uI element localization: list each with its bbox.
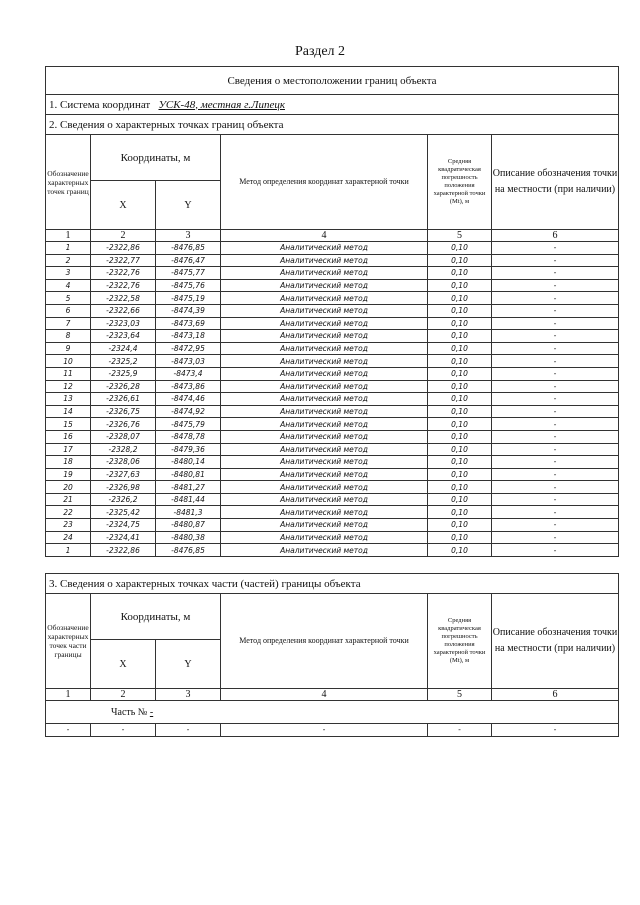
coord-y: -8481,3 — [156, 506, 221, 519]
header-method-part: Метод определения координат характерной точки — [221, 594, 428, 689]
error: 0,10 — [428, 418, 492, 431]
column-number: 1 — [46, 689, 91, 701]
point-number: 1 — [46, 544, 91, 557]
table-row — [46, 544, 619, 557]
error: 0,10 — [428, 430, 492, 443]
description: - — [492, 304, 619, 317]
point-number: 6 — [46, 304, 91, 317]
method: Аналитический метод — [221, 342, 428, 355]
coord-x: -2325,42 — [91, 506, 156, 519]
boundary-table — [45, 66, 619, 557]
description: - — [492, 443, 619, 456]
part-cell: - — [428, 724, 492, 737]
column-number: 6 — [492, 689, 619, 701]
error: 0,10 — [428, 304, 492, 317]
part-cell: - — [221, 724, 428, 737]
method: Аналитический метод — [221, 380, 428, 393]
error: 0,10 — [428, 456, 492, 469]
description: - — [492, 430, 619, 443]
coord-x: -2322,76 — [91, 279, 156, 292]
coord-y: -8474,92 — [156, 405, 221, 418]
description: - — [492, 405, 619, 418]
method: Аналитический метод — [221, 393, 428, 406]
table-row — [46, 367, 619, 380]
header-x: X — [91, 181, 156, 230]
coord-y: -8480,87 — [156, 519, 221, 532]
description: - — [492, 279, 619, 292]
table-row — [46, 418, 619, 431]
point-number: 9 — [46, 342, 91, 355]
method: Аналитический метод — [221, 519, 428, 532]
part-cell: - — [156, 724, 221, 737]
column-numbers-row — [46, 230, 619, 242]
method: Аналитический метод — [221, 330, 428, 343]
column-number: 4 — [221, 689, 428, 701]
coord-y: -8476,85 — [156, 242, 221, 255]
description: - — [492, 493, 619, 506]
header-designation-part: Обозначение характерных точек части границы — [46, 594, 91, 689]
table-row — [46, 443, 619, 456]
description: - — [492, 393, 619, 406]
column-number: 3 — [156, 230, 221, 242]
column-number: 4 — [221, 230, 428, 242]
coord-y: -8474,39 — [156, 304, 221, 317]
method: Аналитический метод — [221, 430, 428, 443]
coord-x: -2328,2 — [91, 443, 156, 456]
description: - — [492, 468, 619, 481]
point-number: 19 — [46, 468, 91, 481]
error: 0,10 — [428, 317, 492, 330]
part-points-row — [46, 724, 619, 737]
error: 0,10 — [428, 506, 492, 519]
coord-x: -2325,9 — [91, 367, 156, 380]
description: - — [492, 267, 619, 280]
column-number: 3 — [156, 689, 221, 701]
coord-y: -8475,79 — [156, 418, 221, 431]
coord-y: -8475,77 — [156, 267, 221, 280]
method: Аналитический метод — [221, 267, 428, 280]
coord-x: -2326,2 — [91, 493, 156, 506]
page-title: Раздел 2 — [294, 44, 346, 59]
coord-y: -8478,78 — [156, 430, 221, 443]
coord-x: -2323,64 — [91, 330, 156, 343]
coord-x: -2326,75 — [91, 405, 156, 418]
method: Аналитический метод — [221, 443, 428, 456]
description: - — [492, 481, 619, 494]
column-number: 5 — [428, 689, 492, 701]
description: - — [492, 330, 619, 343]
coord-x: -2322,66 — [91, 304, 156, 317]
table-row — [46, 279, 619, 292]
point-number: 18 — [46, 456, 91, 469]
part-number-value: - — [149, 706, 154, 718]
coord-y: -8479,36 — [156, 443, 221, 456]
header-description: Описание обозначения точки на местности (при наличии) — [492, 135, 619, 230]
description: - — [492, 380, 619, 393]
point-number: 15 — [46, 418, 91, 431]
points-list — [46, 242, 619, 557]
coord-x: -2328,06 — [91, 456, 156, 469]
description: - — [492, 317, 619, 330]
part-boundary-table — [45, 573, 619, 737]
point-number: 23 — [46, 519, 91, 532]
coord-x: -2322,76 — [91, 267, 156, 280]
error: 0,10 — [428, 544, 492, 557]
point-number: 11 — [46, 367, 91, 380]
method: Аналитический метод — [221, 468, 428, 481]
coord-y: -8474,46 — [156, 393, 221, 406]
coordinate-system-value: УСК-48, местная г.Липецк — [158, 98, 285, 111]
method: Аналитический метод — [221, 544, 428, 557]
coord-y: -8475,19 — [156, 292, 221, 305]
table-row — [46, 254, 619, 267]
point-number: 22 — [46, 506, 91, 519]
method: Аналитический метод — [221, 481, 428, 494]
coord-x: -2328,07 — [91, 430, 156, 443]
point-number: 14 — [46, 405, 91, 418]
description: - — [492, 342, 619, 355]
method: Аналитический метод — [221, 292, 428, 305]
error: 0,10 — [428, 355, 492, 368]
coord-y: -8481,44 — [156, 493, 221, 506]
coord-y: -8480,81 — [156, 468, 221, 481]
coord-y: -8481,27 — [156, 481, 221, 494]
table-row — [46, 242, 619, 255]
point-number: 5 — [46, 292, 91, 305]
error: 0,10 — [428, 330, 492, 343]
header-error: Средняя квадратическая погрешность положения характерной точки (Mt), м — [428, 135, 492, 230]
table-row — [46, 456, 619, 469]
table-row — [46, 330, 619, 343]
description: - — [492, 355, 619, 368]
method: Аналитический метод — [221, 493, 428, 506]
point-number: 8 — [46, 330, 91, 343]
table-title: Сведения о местоположении границ объекта — [46, 67, 619, 95]
table-row — [46, 481, 619, 494]
header-coords: Координаты, м — [91, 135, 221, 181]
header-method: Метод определения координат характерной точки — [221, 135, 428, 230]
coord-x: -2323,03 — [91, 317, 156, 330]
point-number: 16 — [46, 430, 91, 443]
table-row — [46, 267, 619, 280]
header-error-part: Средняя квадратическая погрешность положения характерной точки (Mt), м — [428, 594, 492, 689]
description: - — [492, 292, 619, 305]
description: - — [492, 367, 619, 380]
table-row — [46, 342, 619, 355]
coordinate-system-row — [46, 95, 619, 115]
error: 0,10 — [428, 267, 492, 280]
error: 0,10 — [428, 493, 492, 506]
description: - — [492, 254, 619, 267]
error: 0,10 — [428, 242, 492, 255]
error: 0,10 — [428, 405, 492, 418]
section-2-heading: 2. Сведения о характерных точках границ объекта — [46, 115, 619, 135]
column-number: 2 — [91, 230, 156, 242]
table-row — [46, 317, 619, 330]
error: 0,10 — [428, 342, 492, 355]
table-row — [46, 531, 619, 544]
coord-x: -2324,4 — [91, 342, 156, 355]
method: Аналитический метод — [221, 304, 428, 317]
method: Аналитический метод — [221, 242, 428, 255]
column-number: 1 — [46, 230, 91, 242]
table-row — [46, 355, 619, 368]
error: 0,10 — [428, 468, 492, 481]
section-3-heading: 3. Сведения о характерных точках части (частей) границы объекта — [46, 574, 619, 594]
column-number: 5 — [428, 230, 492, 242]
coord-x: -2322,86 — [91, 544, 156, 557]
coord-y: -8475,76 — [156, 279, 221, 292]
header-designation: Обозначение характерных точек границ — [46, 135, 91, 230]
coord-y: -8473,86 — [156, 380, 221, 393]
method: Аналитический метод — [221, 405, 428, 418]
coord-y: -8472,95 — [156, 342, 221, 355]
error: 0,10 — [428, 393, 492, 406]
error: 0,10 — [428, 254, 492, 267]
point-number: 12 — [46, 380, 91, 393]
table-row — [46, 393, 619, 406]
point-number: 21 — [46, 493, 91, 506]
coord-y: -8480,38 — [156, 531, 221, 544]
coord-x: -2322,86 — [91, 242, 156, 255]
point-number: 7 — [46, 317, 91, 330]
coord-y: -8473,03 — [156, 355, 221, 368]
coord-y: -8473,4 — [156, 367, 221, 380]
header-description-part: Описание обозначения точки на местности (при наличии) — [492, 594, 619, 689]
error: 0,10 — [428, 292, 492, 305]
table-row — [46, 519, 619, 532]
table-row — [46, 304, 619, 317]
table-row — [46, 506, 619, 519]
method: Аналитический метод — [221, 355, 428, 368]
header-x-part: X — [91, 640, 156, 689]
description: - — [492, 418, 619, 431]
point-number: 24 — [46, 531, 91, 544]
point-number: 3 — [46, 267, 91, 280]
table-row — [46, 493, 619, 506]
method: Аналитический метод — [221, 317, 428, 330]
description: - — [492, 506, 619, 519]
point-number: 10 — [46, 355, 91, 368]
part-number-label: Часть № — [111, 706, 148, 718]
point-number: 1 — [46, 242, 91, 255]
table-row — [46, 405, 619, 418]
method: Аналитический метод — [221, 254, 428, 267]
method: Аналитический метод — [221, 531, 428, 544]
coord-x: -2326,28 — [91, 380, 156, 393]
method: Аналитический метод — [221, 506, 428, 519]
method: Аналитический метод — [221, 418, 428, 431]
header-y: Y — [156, 181, 221, 230]
error: 0,10 — [428, 279, 492, 292]
description: - — [492, 519, 619, 532]
table-row — [46, 430, 619, 443]
error: 0,10 — [428, 367, 492, 380]
coord-y: -8473,18 — [156, 330, 221, 343]
table-row — [46, 292, 619, 305]
coord-y: -8476,47 — [156, 254, 221, 267]
coord-x: -2326,61 — [91, 393, 156, 406]
coord-x: -2326,98 — [91, 481, 156, 494]
error: 0,10 — [428, 481, 492, 494]
part-cell: - — [492, 724, 619, 737]
coord-y: -8480,14 — [156, 456, 221, 469]
coord-x: -2322,58 — [91, 292, 156, 305]
point-number: 4 — [46, 279, 91, 292]
description: - — [492, 456, 619, 469]
point-number: 13 — [46, 393, 91, 406]
description: - — [492, 531, 619, 544]
coord-x: -2327,63 — [91, 468, 156, 481]
table-row — [46, 468, 619, 481]
coord-y: -8473,69 — [156, 317, 221, 330]
coord-x: -2324,75 — [91, 519, 156, 532]
point-number: 2 — [46, 254, 91, 267]
header-y-part: Y — [156, 640, 221, 689]
method: Аналитический метод — [221, 367, 428, 380]
error: 0,10 — [428, 519, 492, 532]
column-number: 6 — [492, 230, 619, 242]
point-number: 20 — [46, 481, 91, 494]
method: Аналитический метод — [221, 456, 428, 469]
part-cell: - — [91, 724, 156, 737]
header-coords-part: Координаты, м — [91, 594, 221, 640]
column-number: 2 — [91, 689, 156, 701]
error: 0,10 — [428, 531, 492, 544]
error: 0,10 — [428, 380, 492, 393]
coord-y: -8476,85 — [156, 544, 221, 557]
description: - — [492, 242, 619, 255]
part-cell: - — [46, 724, 91, 737]
table-row — [46, 380, 619, 393]
description: - — [492, 544, 619, 557]
coord-x: -2324,41 — [91, 531, 156, 544]
error: 0,10 — [428, 443, 492, 456]
coordinate-system-label: 1. Система координат — [49, 98, 151, 111]
coord-x: -2325,2 — [91, 355, 156, 368]
part-number-row — [46, 701, 619, 724]
coord-x: -2322,77 — [91, 254, 156, 267]
method: Аналитический метод — [221, 279, 428, 292]
point-number: 17 — [46, 443, 91, 456]
column-numbers-row-part — [46, 689, 619, 701]
coord-x: -2326,76 — [91, 418, 156, 431]
